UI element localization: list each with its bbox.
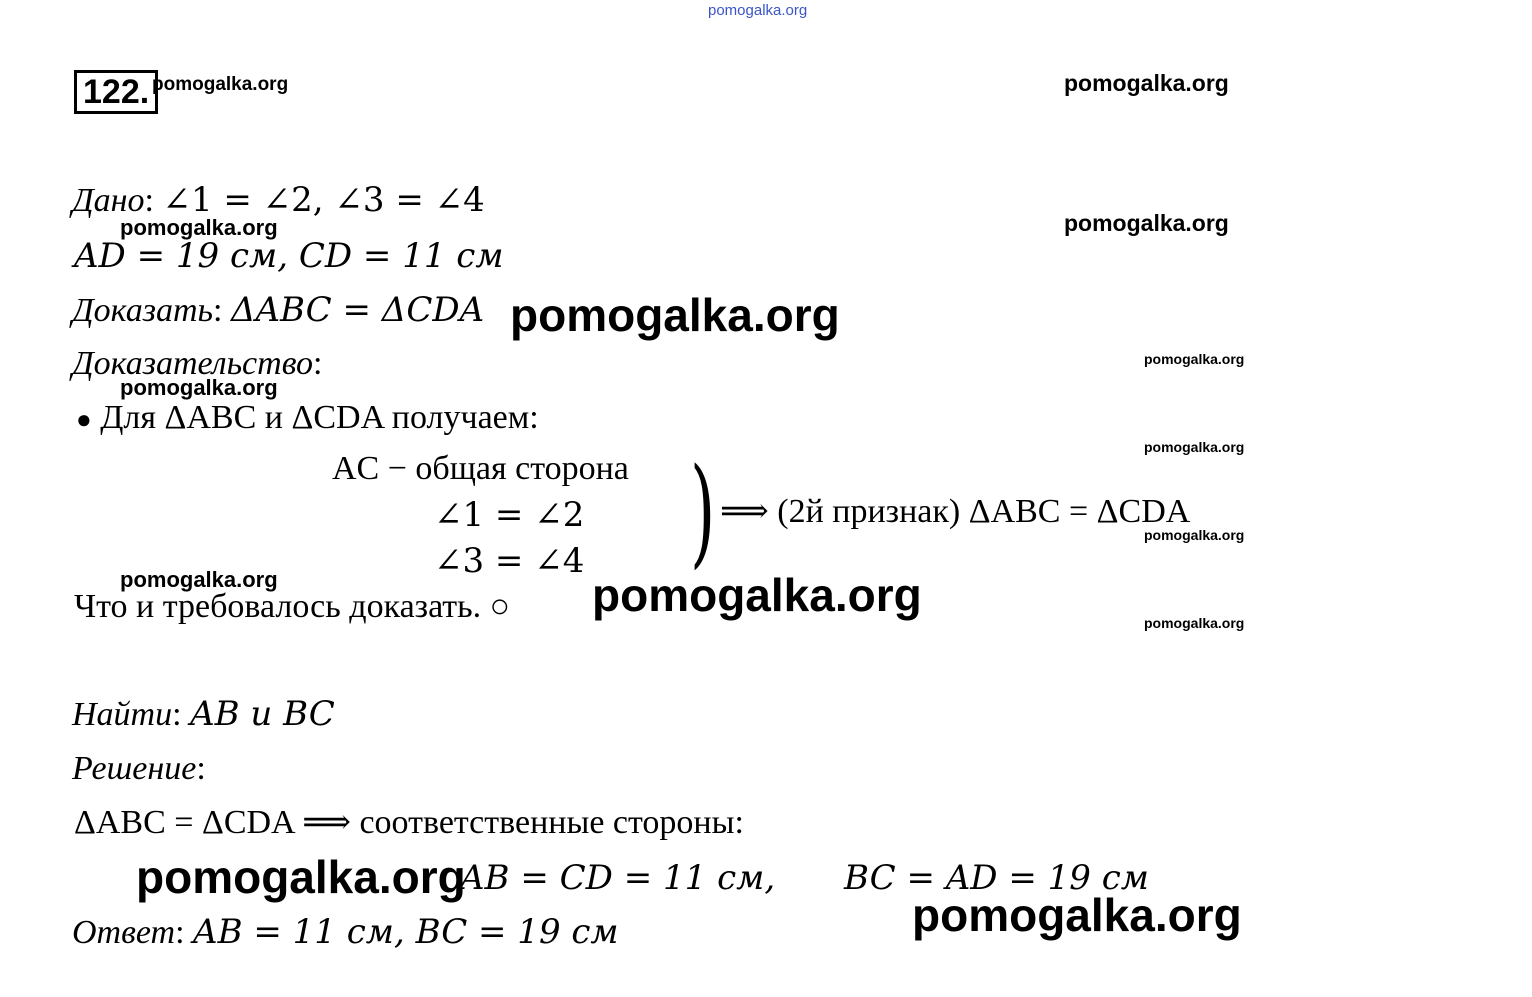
watermark: pomogalka.org (120, 375, 278, 400)
given-lengths: AD = 19 см, CD = 11 см (74, 236, 504, 276)
condition-common-side: AC − общая сторона (332, 450, 629, 487)
header-site-link[interactable]: pomogalka.org (708, 2, 808, 19)
solution-label: Решение (72, 750, 197, 787)
watermark: pomogalka.org (136, 851, 466, 903)
watermark: pomogalka.org (1144, 439, 1245, 455)
condition-angle-1-2: ∠1 = ∠2 (434, 495, 585, 535)
given-line (72, 180, 485, 221)
answer-text: AB = 11 см, BC = 19 см (193, 912, 619, 952)
solution-ab: AB = CD = 11 см, (460, 858, 776, 898)
proof-label: Доказательство (72, 345, 314, 382)
watermark: pomogalka.org (120, 567, 278, 592)
given-colon: : (144, 182, 154, 219)
watermark: pomogalka.org (592, 569, 922, 621)
proof-intro: Для ΔABC и ΔCDA получаем: (100, 399, 539, 436)
watermark: pomogalka.org (1064, 70, 1229, 96)
proof-colon: : (313, 345, 323, 382)
condition-angle-3-4: ∠3 = ∠4 (434, 541, 585, 581)
watermark: pomogalka.org (152, 74, 289, 95)
proof-heading (72, 344, 322, 384)
watermark: pomogalka.org (1144, 615, 1245, 631)
find-label: Найти (72, 696, 173, 733)
prove-statement: ΔABC = ΔCDA (230, 290, 485, 330)
find-colon: : (172, 696, 182, 733)
watermark: pomogalka.org (1144, 527, 1245, 543)
watermark: pomogalka.org (1064, 210, 1229, 236)
qed-line: Что и требовалось доказать. ○ (74, 588, 511, 625)
solution-colon: : (196, 750, 206, 787)
system-brace: ) (690, 442, 716, 580)
find-line (72, 694, 335, 735)
proof-conclusion: ⟹ (2й признак) ΔABC = ΔCDA (720, 493, 1191, 530)
answer-line (72, 912, 619, 953)
solution-line-1: ΔABC = ΔCDA ⟹ соответственные стороны: (74, 804, 744, 841)
prove-line (72, 290, 484, 331)
watermark: pomogalka.org (510, 289, 840, 341)
prove-label: Доказать (72, 292, 213, 329)
answer-colon: : (175, 914, 185, 951)
solution-bc: BC = AD = 19 см (844, 858, 1149, 898)
given-angles: ∠1 = ∠2, ∠3 = ∠4 (162, 180, 485, 220)
prove-colon: : (212, 292, 223, 329)
given-label: Дано (72, 182, 145, 219)
bullet: ● (76, 405, 92, 434)
watermark: pomogalka.org (1144, 351, 1245, 367)
watermark: pomogalka.org (912, 889, 1242, 941)
problem-number-badge: 122. (74, 70, 158, 114)
find-target: AB и BC (190, 694, 335, 734)
watermark: pomogalka.org (120, 215, 278, 240)
answer-label: Ответ (72, 914, 176, 951)
solution-heading (72, 749, 206, 789)
proof-intro-line (76, 398, 539, 440)
